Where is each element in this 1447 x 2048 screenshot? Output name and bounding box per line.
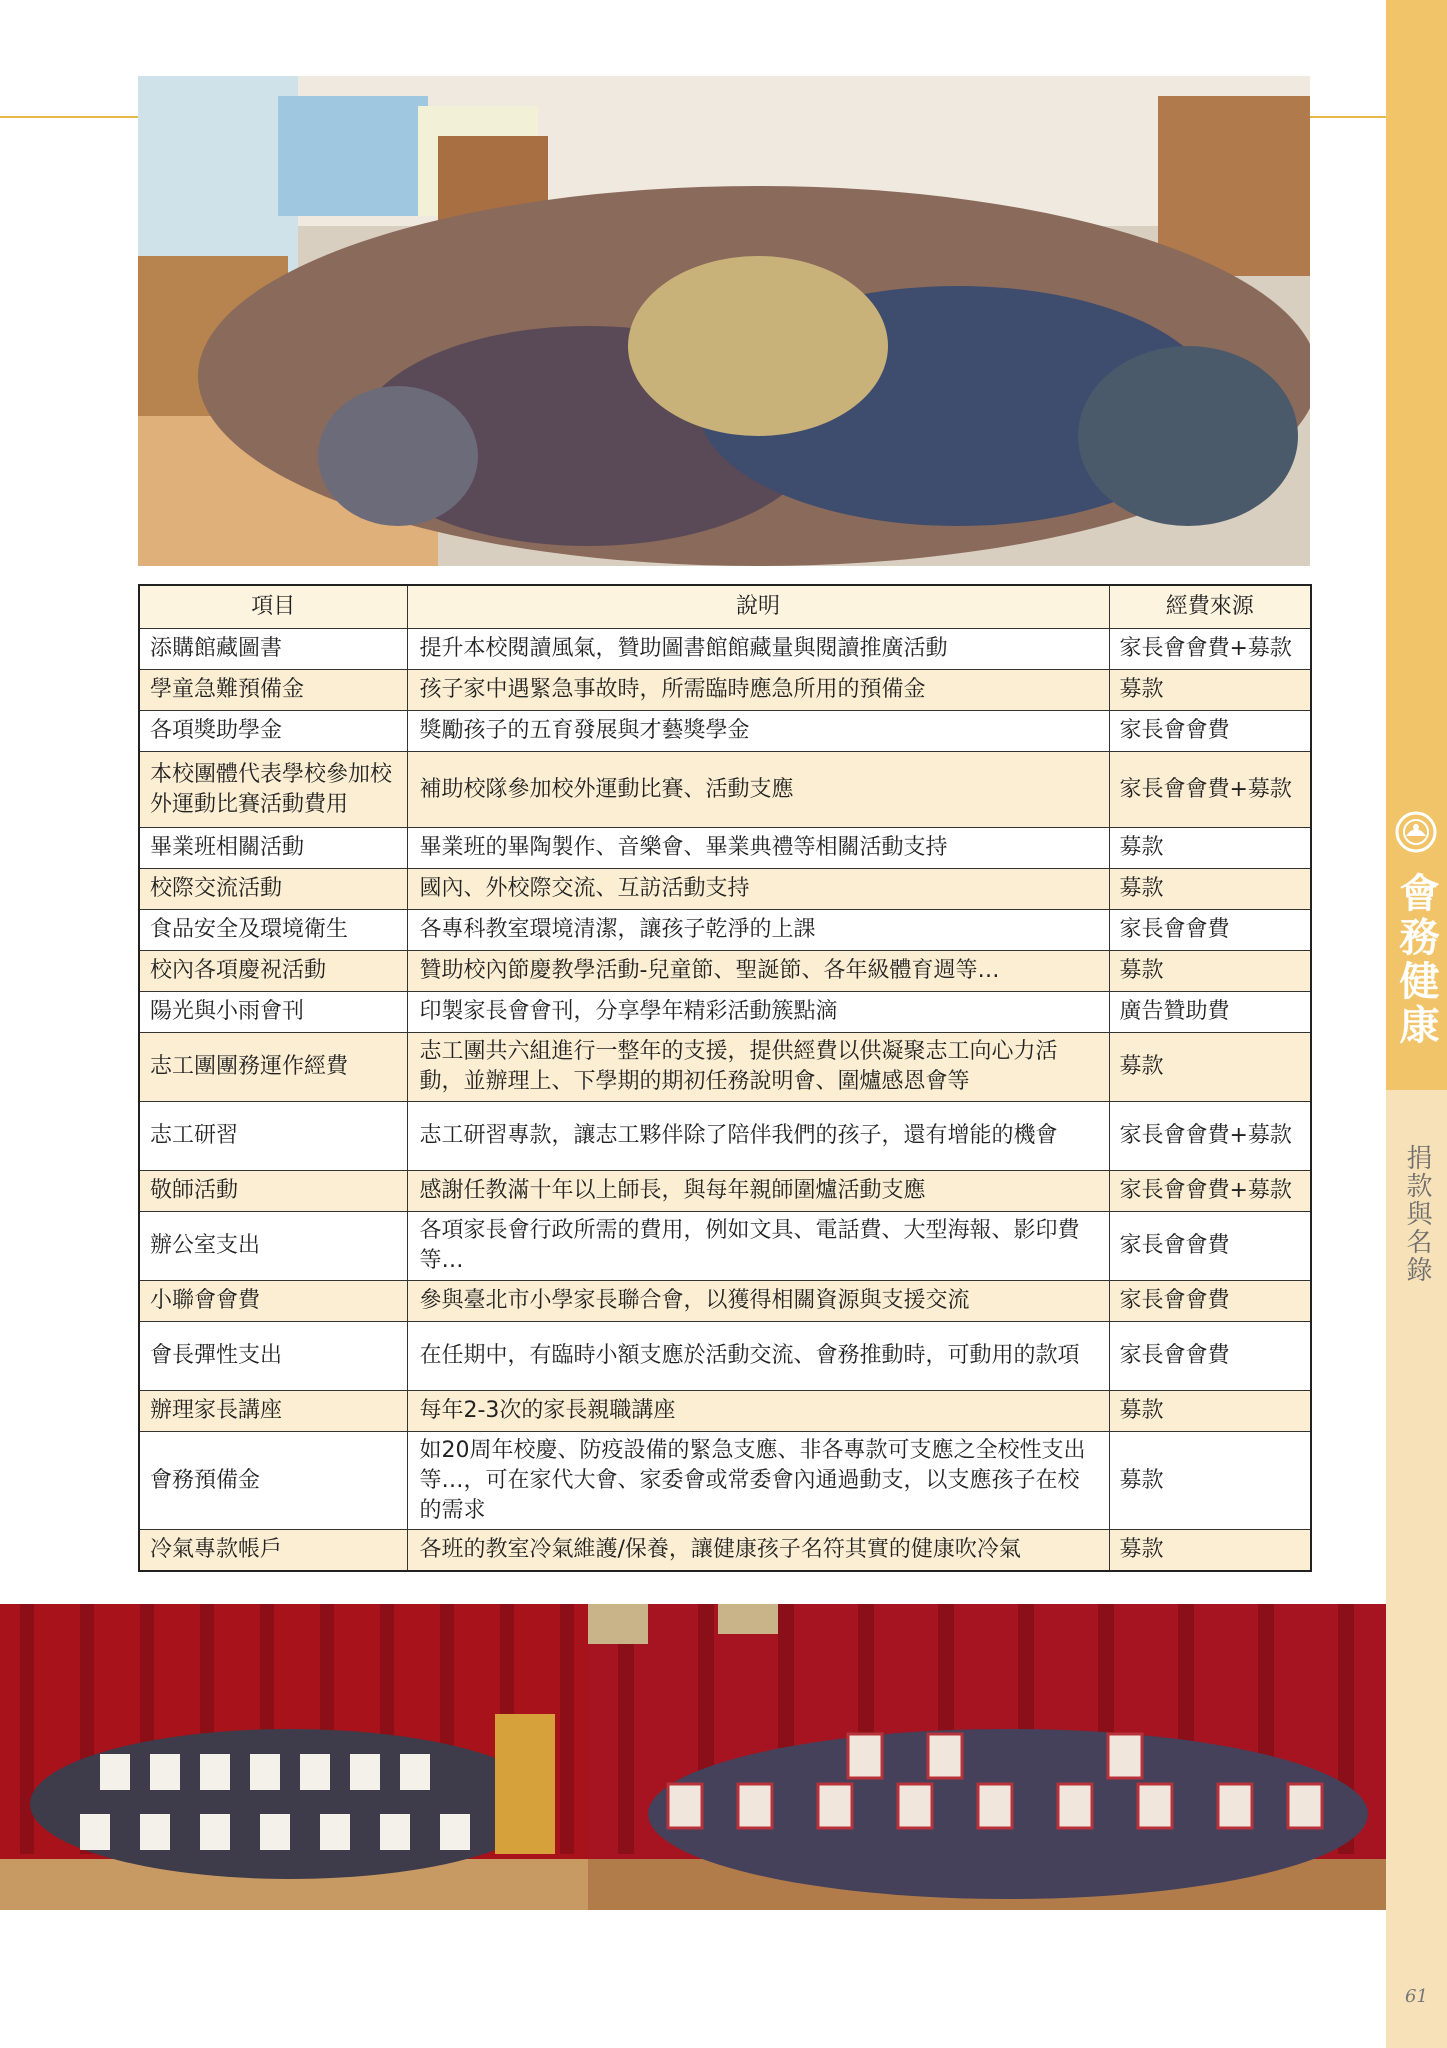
- item-cell: 冷氣專款帳戶: [139, 1530, 407, 1571]
- source-cell: 家長會會費: [1109, 1322, 1311, 1391]
- page-number: 61: [1405, 1986, 1428, 2007]
- column-header-funding-source: 經費來源: [1109, 585, 1311, 629]
- item-cell: 各項獎助學金: [139, 711, 407, 752]
- source-cell: 家長會會費: [1109, 910, 1311, 951]
- item-cell: 本校團體代表學校參加校外運動比賽活動費用: [139, 752, 407, 828]
- school-emblem-icon: [1394, 810, 1438, 854]
- item-cell: 志工團團務運作經費: [139, 1033, 407, 1102]
- description-cell: 印製家長會會刊，分享學年精彩活動簇點滴: [407, 992, 1109, 1033]
- source-cell: 募款: [1109, 828, 1311, 869]
- source-cell: 家長會會費+募款: [1109, 752, 1311, 828]
- item-cell: 學童急難預備金: [139, 670, 407, 711]
- description-cell: 每年2-3次的家長親職講座: [407, 1391, 1109, 1432]
- description-cell: 各班的教室冷氣維護/保養，讓健康孩子名符其實的健康吹冷氣: [407, 1530, 1109, 1571]
- table-row: [139, 951, 1311, 992]
- item-cell: 小聯會會費: [139, 1281, 407, 1322]
- table-row: [139, 828, 1311, 869]
- table-row: [139, 1322, 1311, 1391]
- source-cell: 廣告贊助費: [1109, 992, 1311, 1033]
- table-row: [139, 1033, 1311, 1102]
- section-subtitle: 捐款與名錄: [1402, 1144, 1432, 1284]
- source-cell: 募款: [1109, 1391, 1311, 1432]
- table-row: [139, 670, 1311, 711]
- source-cell: 家長會會費: [1109, 1281, 1311, 1322]
- description-cell: 在任期中，有臨時小額支應於活動交流、會務推動時，可動用的款項: [407, 1322, 1109, 1391]
- description-cell: 國內、外校際交流、互訪活動支持: [407, 869, 1109, 910]
- source-cell: 募款: [1109, 1432, 1311, 1530]
- item-cell: 會長彈性支出: [139, 1322, 407, 1391]
- table-header-row: [139, 585, 1311, 629]
- description-cell: 提升本校閱讀風氣，贊助圖書館館藏量與閱讀推廣活動: [407, 629, 1109, 670]
- table-row: [139, 910, 1311, 951]
- column-header-item: 項目: [139, 585, 407, 629]
- table-row: [139, 629, 1311, 670]
- item-cell: 辦理家長講座: [139, 1391, 407, 1432]
- description-cell: 補助校隊參加校外運動比賽、活動支應: [407, 752, 1109, 828]
- table-row: [139, 869, 1311, 910]
- source-cell: 募款: [1109, 1530, 1311, 1571]
- column-header-description: 說明: [407, 585, 1109, 629]
- item-cell: 辦公室支出: [139, 1212, 407, 1281]
- source-cell: 募款: [1109, 869, 1311, 910]
- description-cell: 如20周年校慶、防疫設備的緊急支應、非各專款可支應之全校性支出等…，可在家代大會、家委會或常委會內通過動支，以支應孩子在校的需求: [407, 1432, 1109, 1530]
- description-cell: 各專科教室環境清潔，讓孩子乾淨的上課: [407, 910, 1109, 951]
- table-row: [139, 1530, 1311, 1571]
- item-cell: 陽光與小雨會刊: [139, 992, 407, 1033]
- description-cell: 志工團共六組進行一整年的支援，提供經費以供凝聚志工向心力活動，並辦理上、下學期的期初任務說明會、圍爐感恩會等: [407, 1033, 1109, 1102]
- table-row: [139, 1391, 1311, 1432]
- description-cell: 志工研習專款，讓志工夥伴除了陪伴我們的孩子，還有增能的機會: [407, 1102, 1109, 1171]
- budget-table: [138, 584, 1312, 1572]
- item-cell: 志工研習: [139, 1102, 407, 1171]
- description-cell: 畢業班的畢陶製作、音樂會、畢業典禮等相關活動支持: [407, 828, 1109, 869]
- description-cell: 贊助校內節慶教學活動-兒童節、聖誕節、各年級體育週等…: [407, 951, 1109, 992]
- item-cell: 會務預備金: [139, 1432, 407, 1530]
- section-title: 會務健康: [1393, 872, 1440, 1048]
- item-cell: 敬師活動: [139, 1171, 407, 1212]
- item-cell: 添購館藏圖書: [139, 629, 407, 670]
- table-row: [139, 1281, 1311, 1322]
- source-cell: 募款: [1109, 1033, 1311, 1102]
- top-rule-right: [1310, 116, 1386, 118]
- table-row: [139, 1102, 1311, 1171]
- source-cell: 家長會會費+募款: [1109, 1171, 1311, 1212]
- table-row: [139, 1171, 1311, 1212]
- description-cell: 感謝任教滿十年以上師長，與每年親師圍爐活動支應: [407, 1171, 1109, 1212]
- source-cell: 募款: [1109, 951, 1311, 992]
- table-row: [139, 752, 1311, 828]
- table-row: [139, 1212, 1311, 1281]
- table-row: [139, 1432, 1311, 1530]
- description-cell: 各項家長會行政所需的費用，例如文具、電話費、大型海報、影印費等…: [407, 1212, 1109, 1281]
- source-cell: 募款: [1109, 670, 1311, 711]
- item-cell: 食品安全及環境衛生: [139, 910, 407, 951]
- source-cell: 家長會會費: [1109, 1212, 1311, 1281]
- stage-award-photo-2: [588, 1604, 1386, 1910]
- source-cell: 家長會會費+募款: [1109, 1102, 1311, 1171]
- item-cell: 校際交流活動: [139, 869, 407, 910]
- item-cell: 畢業班相關活動: [139, 828, 407, 869]
- classroom-group-photo: [138, 76, 1310, 566]
- item-cell: 校內各項慶祝活動: [139, 951, 407, 992]
- table-row: [139, 711, 1311, 752]
- top-rule-left: [0, 116, 138, 118]
- description-cell: 參與臺北市小學家長聯合會，以獲得相關資源與支援交流: [407, 1281, 1109, 1322]
- source-cell: 家長會會費+募款: [1109, 629, 1311, 670]
- source-cell: 家長會會費: [1109, 711, 1311, 752]
- description-cell: 獎勵孩子的五育發展與才藝獎學金: [407, 711, 1109, 752]
- stage-award-photo-1: [0, 1604, 588, 1910]
- description-cell: 孩子家中遇緊急事故時，所需臨時應急所用的預備金: [407, 670, 1109, 711]
- table-row: [139, 992, 1311, 1033]
